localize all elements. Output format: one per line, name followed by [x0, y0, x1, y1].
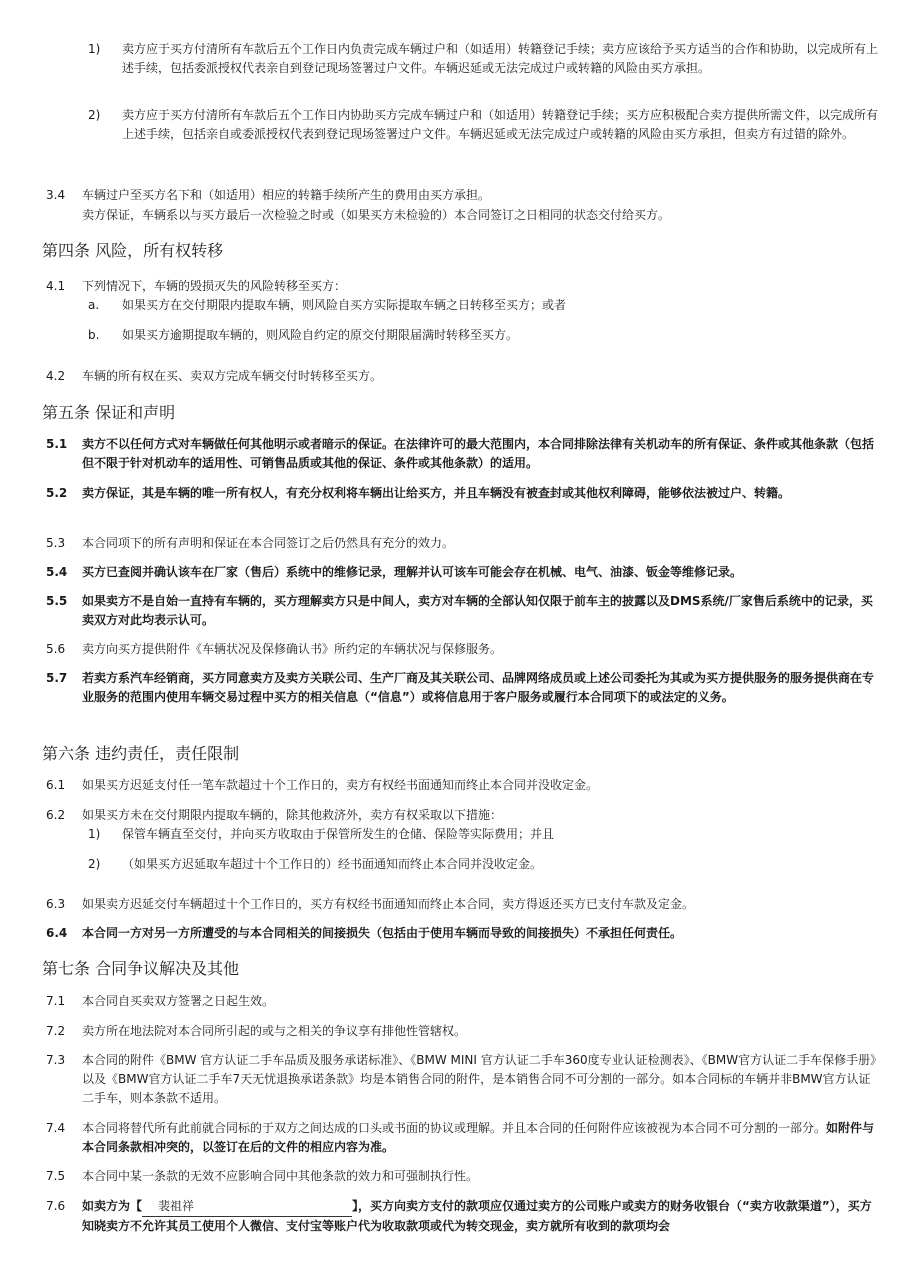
item-number: 2)	[88, 108, 101, 122]
clause-text-plain: 本合同将替代所有此前就合同标的于双方之间达成的口头或书面的协议或理解。并且本合同的任何附件应该被视为本合同不可分割的一部分。	[82, 1121, 827, 1135]
clause-text: 如果买方未在交付期限内提取车辆的，除其他救济外，卖方有权采取以下措施：	[82, 808, 503, 822]
clause-number: 7.4	[46, 1121, 66, 1135]
clause-text-line-1: 车辆过户至买方名下和（如适用）相应的转籍手续所产生的费用由买方承担。	[82, 188, 491, 202]
clause-number: 5.3	[46, 536, 66, 550]
item-number: 2)	[88, 857, 101, 871]
item-text: 卖方应于买方付清所有车款后五个工作日内协助买方完成车辆过户和（如适用）转籍登记手续；买方应积极配合卖方提供所需文件，以完成所有上述手续，包括亲自或委派授权代表到登记现场签署过户文件。车辆迟延或无法完成过户或转籍的风险由买方承担，但卖方有过错的除外。	[122, 108, 879, 141]
article-4-heading: 第四条 风险，所有权转移	[42, 241, 224, 260]
clause-text: 本合同自买卖双方签署之日起生效。	[82, 994, 275, 1008]
clause-text: 卖方向买方提供附件《车辆状况及保修确认书》所约定的车辆状况与保修服务。	[82, 642, 503, 656]
clause-text: 卖方不以任何方式对车辆做任何其他明示或者暗示的保证。在法律许可的最大范围内，本合同排除法律有关机动车的所有保证、条件或其他条款（包括但不限于针对机动车的适用性、可销售品质或其他的保证、条件或其他条款）的适用。	[82, 437, 875, 470]
clause-text: 卖方保证，其是车辆的唯一所有权人，有充分权利将车辆出让给买方，并且车辆没有被查封或其他权利障碍，能够依法被过户、转籍。	[82, 486, 791, 500]
clause-text: 下列情况下，车辆的毁损灭失的风险转移至买方：	[82, 279, 347, 293]
seller-name-field[interactable]: 裴祖祥	[142, 1197, 352, 1217]
clause-number: 5.5	[46, 594, 68, 608]
clause-text: 如果卖方不是自始一直持有车辆的，买方理解卖方只是中间人，卖方对车辆的全部认知仅限于前车主的披露以及DMS系统/厂家售后系统中的记录，买卖双方对此均表示认可。	[82, 594, 873, 627]
clause-number: 6.2	[46, 808, 66, 822]
clause-number: 5.6	[46, 642, 66, 656]
clause-text: 若卖方系汽车经销商，买方同意卖方及卖方关联公司、生产厂商及其关联公司、品牌网络成员或上述公司委托为其或为买方提供服务的服务提供商在专业服务的范围内使用车辆交易过程中买方的相关信息（“信息”）或将信息用于客户服务或履行本合同项下的或法定的义务。	[82, 671, 875, 704]
clause-text: 卖方所在地法院对本合同所引起的或与之相关的争议享有排他性管辖权。	[82, 1024, 467, 1038]
clause-text-suffix: 】，买方向卖方支付的款项应仅通过卖方的公司账户或卖方的财务收银台（“卖方收款渠道”），买方知晓卖方不允许其员工使用个人微信、支付宝等账户代为收取款项或代为转交现金，卖方就所有收到的款项均会	[82, 1199, 872, 1233]
item-letter: a.	[88, 298, 100, 312]
item-number: 1)	[88, 827, 101, 841]
clause-text	[82, 1119, 882, 1157]
clause-number: 5.2	[46, 486, 68, 500]
article-5-heading: 第五条 保证和声明	[42, 403, 176, 422]
clause-number: 3.4	[46, 188, 66, 202]
clause-number: 4.1	[46, 279, 66, 293]
clause-text: 车辆的所有权在买、卖双方完成车辆交付时转移至买方。	[82, 369, 383, 383]
page-edge-mark	[0, 1262, 3, 1274]
clause-text: 本合同的附件《BMW 官方认证二手车品质及服务承诺标准》、《BMW MINI 官方认证二手车360度专业认证检测表》、《BMW官方认证二手车保修手册》以及《BMW官方认证二手车7天无忧退换承诺条款》均是本销售合同的附件，是本销售合同不可分割的一部分。如本合同标的车辆并非BMW官方认证二手车，则本条款不适用。	[82, 1053, 877, 1105]
article-6-heading: 第六条 违约责任，责任限制	[42, 744, 240, 763]
item-text: 保管车辆直至交付，并向买方收取由于保管所发生的仓储、保险等实际费用；并且	[122, 827, 555, 841]
clause-text: 本合同一方对另一方所遭受的与本合同相关的间接损失（包括由于使用车辆而导致的间接损失）不承担任何责任。	[82, 926, 683, 940]
clause-text: 本合同项下的所有声明和保证在本合同签订之后仍然具有充分的效力。	[82, 536, 455, 550]
clause-number: 6.1	[46, 778, 66, 792]
item-letter: b.	[88, 328, 100, 342]
item-text: 卖方应于买方付清所有车款后五个工作日内负责完成车辆过户和（如适用）转籍登记手续；卖方应该给予买方适当的合作和协助，以完成所有上述手续，包括委派授权代表亲自到登记现场签署过户文件。车辆迟延或无法完成过户或转籍的风险由买方承担。	[122, 42, 879, 75]
item-text: 如果买方逾期提取车辆的，则风险自约定的原交付期限届满时转移至买方。	[122, 328, 519, 342]
article-7-heading: 第七条 合同争议解决及其他	[42, 959, 240, 978]
clause-number: 5.1	[46, 437, 68, 451]
item-number: 1)	[88, 42, 101, 56]
clause-number: 7.6	[46, 1199, 66, 1213]
clause-text: 如果买方迟延支付任一笔车款超过十个工作日的，卖方有权经书面通知而终止本合同并没收定金。	[82, 778, 599, 792]
clause-text: 本合同中某一条款的无效不应影响合同中其他条款的效力和可强制执行性。	[82, 1169, 479, 1183]
clause-text-prefix: 如卖方为【	[82, 1199, 143, 1213]
item-text: 如果买方在交付期限内提取车辆，则风险自买方实际提取车辆之日转移至买方；或者	[122, 298, 567, 312]
clause-number: 7.2	[46, 1024, 66, 1038]
clause-text: 买方已查阅并确认该车在厂家（售后）系统中的维修记录，理解并认可该车可能会存在机械、电气、油漆、钣金等维修记录。	[82, 565, 743, 579]
clause-number: 7.3	[46, 1053, 66, 1067]
clause-number: 7.5	[46, 1169, 66, 1183]
clause-text-line-2: 卖方保证，车辆系以与买方最后一次检验之时或（如果买方未检验的）本合同签订之日相同的状态交付给买方。	[82, 208, 671, 222]
clause-text	[82, 1197, 882, 1236]
clause-text-bold: 如附件与本合同条款相冲突的，以签订在后的文件的相应内容为准。	[82, 1121, 875, 1154]
clause-number: 4.2	[46, 369, 66, 383]
item-text: （如果买方迟延取车超过十个工作日的）经书面通知而终止本合同并没收定金。	[122, 857, 543, 871]
clause-text: 如果卖方迟延交付车辆超过十个工作日的，买方有权经书面通知而终止本合同，卖方得返还买方已支付车款及定金。	[82, 897, 695, 911]
clause-number: 6.4	[46, 926, 68, 940]
clause-number: 5.7	[46, 671, 68, 685]
clause-number: 7.1	[46, 994, 66, 1008]
clause-number: 6.3	[46, 897, 66, 911]
clause-number: 5.4	[46, 565, 68, 579]
